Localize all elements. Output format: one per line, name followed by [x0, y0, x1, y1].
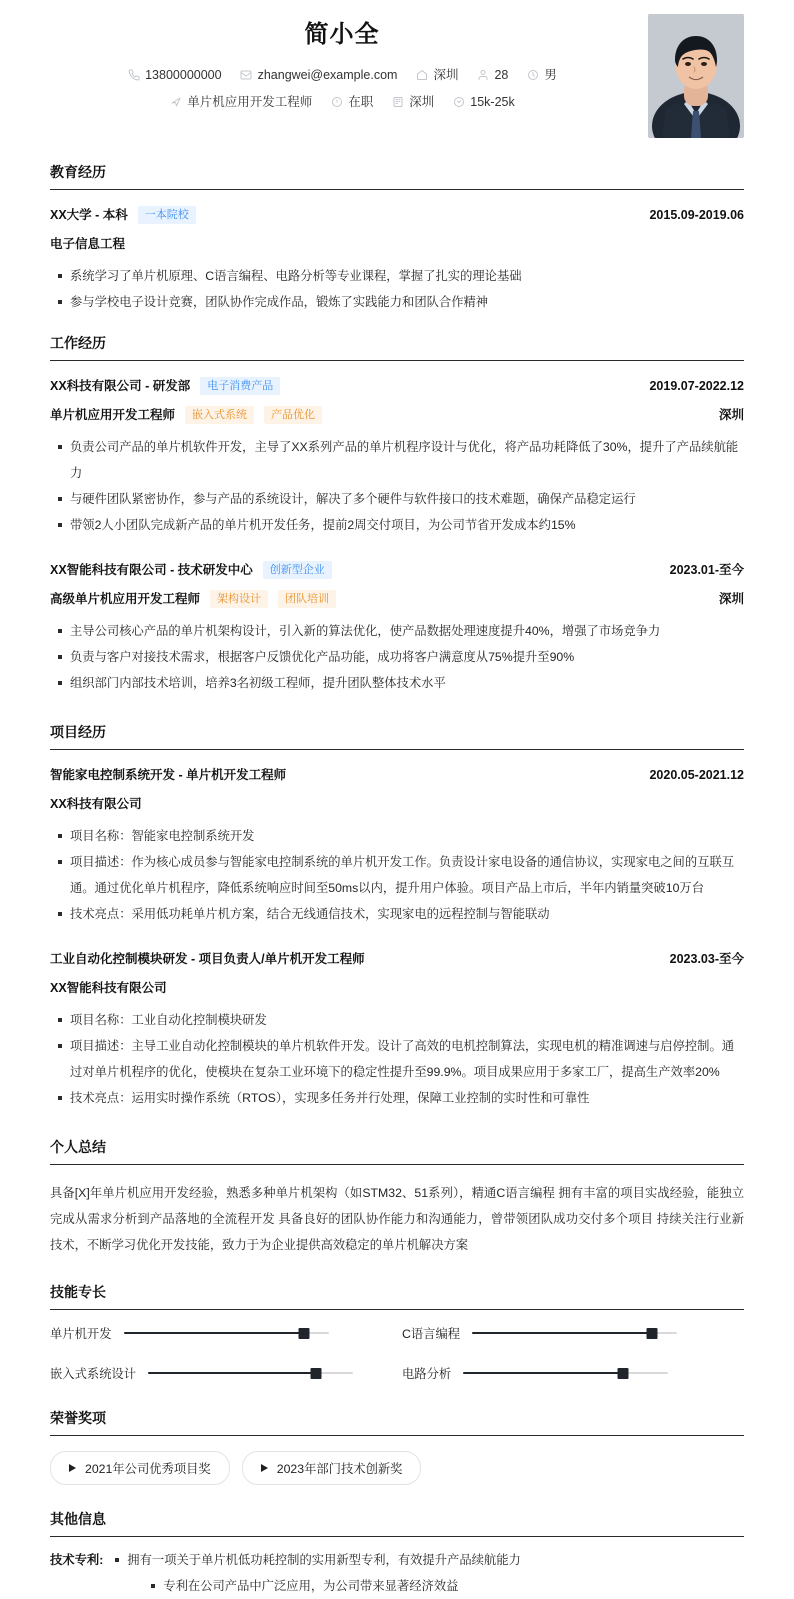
slider-thumb[interactable]: [618, 1368, 629, 1379]
play-triangle-icon: [69, 1464, 76, 1472]
contact-status-text: 在职: [348, 95, 374, 109]
slider-fill: [463, 1372, 623, 1375]
list-item: 组织部门内部技术培训，培养3名初级工程师，提升团队整体技术水平: [50, 670, 744, 696]
other-info-row: [50, 1547, 744, 1599]
list-item: 系统学习了单片机原理、C语言编程、电路分析等专业课程，掌握了扎实的理论基础: [50, 263, 744, 289]
skill-item: [50, 1364, 392, 1382]
skill-name: C语言编程: [402, 1327, 461, 1341]
section-projects: [0, 722, 794, 1111]
entry-left: [50, 949, 365, 969]
list-item: 与硬件团队紧密协作，参与产品的系统设计，解决了多个硬件与软件接口的技术难题，确保产品稳定运行: [50, 486, 744, 512]
section-divider: [50, 1435, 744, 1436]
company-tag: 创新型企业: [263, 561, 332, 579]
contact-age: [476, 65, 508, 85]
role-tag: 团队培训: [278, 590, 336, 608]
contact-email-text: zhangwei@example.com: [257, 68, 398, 82]
other-info-bullets: [107, 1547, 744, 1599]
slider-fill: [472, 1332, 652, 1335]
entry-left: [50, 376, 280, 396]
gender-icon: [526, 69, 539, 82]
contact-worklocation-text: 深圳: [409, 95, 435, 109]
salary-icon: [452, 96, 465, 109]
resume-header: [0, 0, 794, 156]
contact-city-text: 深圳: [433, 68, 459, 82]
work-bullets: [50, 434, 744, 538]
entry-left: [50, 589, 336, 609]
section-divider: [50, 1536, 744, 1537]
company-name: XX智能科技有限公司 - 技术研发中心: [50, 563, 253, 577]
list-item: 负责与客户对接技术需求，根据客户反馈优化产品功能，成功将客户满意度从75%提升至90%: [50, 644, 744, 670]
award-chip[interactable]: [242, 1451, 422, 1485]
skill-name: 单片机开发: [50, 1327, 112, 1341]
project-company: XX科技有限公司: [50, 797, 142, 811]
slider-thumb[interactable]: [298, 1328, 309, 1339]
section-education: [0, 162, 794, 315]
company-name: XX科技有限公司 - 研发部: [50, 379, 191, 393]
education-date: 2015.09-2019.06: [649, 208, 744, 222]
list-item: 负责公司产品的单片机软件开发，主导了XX系列产品的单片机程序设计与优化，将产品功耗降低了30%，提升了产品续航能力: [50, 434, 744, 486]
skill-name: 电路分析: [402, 1367, 452, 1381]
section-awards: [0, 1408, 794, 1485]
award-label: 2021年公司优秀项目奖: [85, 1462, 211, 1476]
section-skills: [0, 1282, 794, 1382]
entry-header-row: [50, 560, 744, 580]
job-role: 单片机应用开发工程师: [50, 408, 176, 422]
work-date: 2023.01-至今: [669, 563, 744, 577]
project-date: 2020.05-2021.12: [649, 768, 744, 782]
rocket-icon: [169, 96, 182, 109]
section-divider: [50, 189, 744, 190]
contact-salary-text: 15k-25k: [470, 95, 515, 109]
school-name: XX大学 - 本科: [50, 208, 128, 222]
major-name: 电子信息工程: [50, 237, 126, 251]
entry-header-row: [50, 949, 744, 969]
entry-left: [50, 205, 196, 225]
project-bullets: [50, 1007, 744, 1111]
skill-item: [402, 1324, 744, 1342]
contact-email: [240, 65, 398, 85]
contact-gender: [526, 65, 557, 85]
contact-row-primary: [50, 65, 634, 85]
entry-left: [50, 405, 322, 425]
entry-left: [50, 765, 286, 785]
contact-status: [330, 92, 373, 112]
contact-phone: [127, 65, 221, 85]
contact-phone-text: 13800000000: [145, 68, 222, 82]
role-tag: 架构设计: [210, 590, 268, 608]
other-info-label: 技术专利:: [50, 1553, 104, 1567]
entry-header-row: [50, 205, 744, 225]
skill-item: [50, 1324, 392, 1342]
avatar: [648, 14, 744, 138]
contact-salary: [452, 92, 514, 112]
play-triangle-icon: [261, 1464, 268, 1472]
slider-thumb[interactable]: [647, 1328, 658, 1339]
section-title-projects: 项目经历: [50, 724, 106, 740]
user-icon: [476, 69, 489, 82]
award-label: 2023年部门技术创新奖: [276, 1462, 403, 1476]
skill-item: [402, 1364, 744, 1382]
list-item: 拥有一项关于单片机低功耗控制的实用新型专利，有效提升产品续航能力: [107, 1547, 744, 1573]
role-tag: 产品优化: [264, 406, 322, 424]
slider-thumb[interactable]: [311, 1368, 322, 1379]
contact-worklocation: [391, 92, 434, 112]
skill-level-slider[interactable]: [124, 1326, 329, 1340]
section-title-skills: 技能专长: [50, 1284, 106, 1300]
section-divider: [50, 1309, 744, 1310]
entry-header-row: [50, 376, 744, 396]
contact-gender-text: 男: [544, 68, 557, 82]
mail-icon: [240, 69, 253, 82]
project-entry: [50, 949, 744, 1111]
skill-level-slider[interactable]: [148, 1366, 353, 1380]
project-entry: [50, 765, 744, 927]
project-bullets: [50, 823, 744, 927]
section-summary: [0, 1137, 794, 1258]
project-title: 工业自动化控制模块研发 - 项目负责人/单片机开发工程师: [50, 952, 365, 966]
job-role: 高级单片机应用开发工程师: [50, 592, 201, 606]
section-other: [0, 1509, 794, 1599]
list-item: 带领2人小团队完成新产品的单片机开发任务，提前2周交付项目，为公司节省开发成本约15%: [50, 512, 744, 538]
company-tag: 电子消费产品: [200, 377, 280, 395]
contact-position: [169, 92, 312, 112]
work-location: 深圳: [718, 408, 744, 422]
section-divider: [50, 1164, 744, 1165]
contact-city: [415, 65, 458, 85]
school-tag: 一本院校: [138, 206, 196, 224]
list-item: 技术亮点：运用实时操作系统（RTOS），实现多任务并行处理，保障工业控制的实时性和可靠性: [50, 1085, 744, 1111]
skills-grid: [50, 1322, 744, 1382]
project-date: 2023.03-至今: [669, 952, 744, 966]
award-chip[interactable]: [50, 1451, 230, 1485]
skill-level-slider[interactable]: [463, 1366, 668, 1380]
phone-icon: [127, 69, 140, 82]
list-item: 技术亮点：采用低功耗单片机方案，结合无线通信技术，实现家电的远程控制与智能联动: [50, 901, 744, 927]
section-work: [0, 333, 794, 696]
section-title-summary: 个人总结: [50, 1139, 106, 1155]
list-item: 项目名称：工业自动化控制模块研发: [50, 1007, 744, 1033]
section-divider: [50, 749, 744, 750]
section-title-other: 其他信息: [50, 1511, 106, 1527]
role-tag: 嵌入式系统: [185, 406, 254, 424]
home-icon: [415, 69, 428, 82]
work-location: 深圳: [718, 592, 744, 606]
list-item: 项目名称：智能家电控制系统开发: [50, 823, 744, 849]
entry-role-row: [50, 589, 744, 609]
section-title-work: 工作经历: [50, 335, 106, 351]
project-title: 智能家电控制系统开发 - 单片机开发工程师: [50, 768, 287, 782]
section-title-awards: 荣誉奖项: [50, 1410, 106, 1426]
work-entry: [50, 376, 744, 538]
contact-row-secondary: [50, 92, 634, 112]
work-entry: [50, 560, 744, 696]
list-item: 项目描述：作为核心成员参与智能家电控制系统的单片机开发工作。负责设计家电设备的通信协议，实现家电之间的互联互通。通过优化单片机程序，降低系统响应时间至50ms以内，提升用户体验。项目产品上市后，半年内销量突破10万台: [50, 849, 744, 901]
contact-position-text: 单片机应用开发工程师: [187, 95, 313, 109]
skill-level-slider[interactable]: [472, 1326, 677, 1340]
education-bullets: [50, 263, 744, 315]
contact-age-text: 28: [494, 68, 509, 82]
list-item: 项目描述：主导工业自动化控制模块的单片机软件开发。设计了高效的电机控制算法，实现电机的精准调速与启停控制。通过对单片机程序的优化，使模块在复杂工业环境下的稳定性提升至99.9%。项目成果应用于多家工厂，提高生产效率20%: [50, 1033, 744, 1085]
slider-fill: [148, 1372, 316, 1375]
list-item: 参与学校电子设计竞赛，团队协作完成作品，锻炼了实践能力和团队合作精神: [50, 289, 744, 315]
list-item: 专利在公司产品中广泛应用，为公司带来显著经济效益: [107, 1573, 744, 1599]
entry-left: [50, 560, 332, 580]
slider-fill: [124, 1332, 304, 1335]
work-date: 2019.07-2022.12: [649, 379, 744, 393]
work-bullets: [50, 618, 744, 696]
list-item: 主导公司核心产品的单片机架构设计，引入新的算法优化，使产品数据处理速度提升40%，增强了市场竞争力: [50, 618, 744, 644]
project-company: XX智能科技有限公司: [50, 981, 167, 995]
skill-name: 嵌入式系统设计: [50, 1367, 137, 1381]
entry-role-row: [50, 405, 744, 425]
summary-text: 具备[X]年单片机应用开发经验，熟悉多种单片机架构（如STM32、51系列），精通C语言编程 拥有丰富的项目实战经验，能独立完成从需求分析到产品落地的全流程开发 具备良好的团队协作能力和沟通能力，曾带领团队成功交付多个项目 持续关注行业新技术，不断学习优化开发技能，致力于为企业提供高效稳定的单片机解决方案: [50, 1186, 744, 1252]
status-icon: [330, 96, 343, 109]
section-divider: [50, 360, 744, 361]
section-title-education: 教育经历: [50, 164, 106, 180]
awards-row: [50, 1449, 744, 1485]
page-title: 简小全: [304, 21, 380, 48]
education-entry: [50, 205, 744, 315]
building-icon: [391, 96, 404, 109]
header-main: [50, 14, 634, 119]
entry-header-row: [50, 765, 744, 785]
